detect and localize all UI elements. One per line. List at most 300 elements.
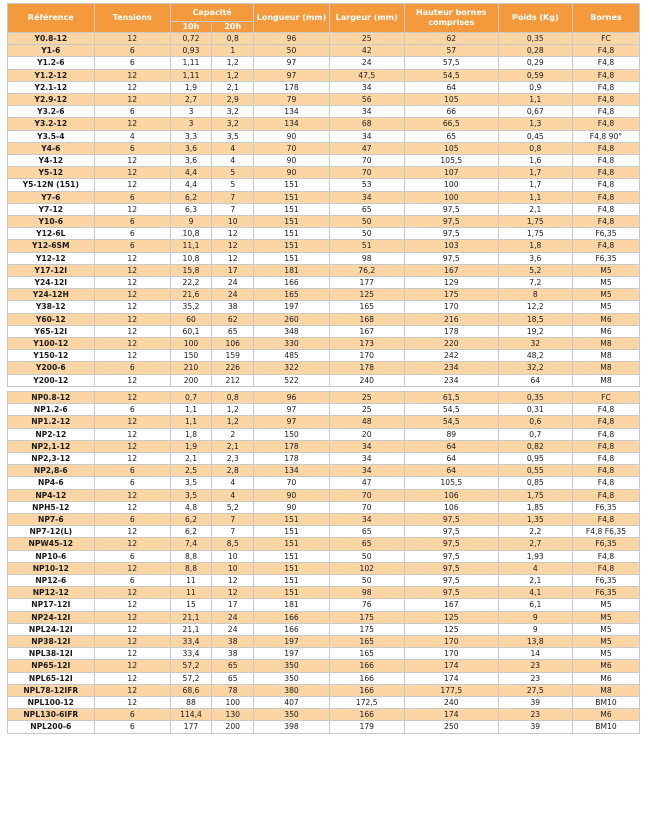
cell-capacite-10h: 57,2 bbox=[170, 660, 211, 672]
table-row bbox=[8, 465, 640, 477]
cell-bornes: F4,8 bbox=[572, 562, 639, 574]
cell-capacite-20h: 1,2 bbox=[212, 416, 254, 428]
cell-capacite-20h: 38 bbox=[212, 301, 254, 313]
cell-reference: NPL38-12I bbox=[8, 648, 95, 660]
cell-hauteur: 97,5 bbox=[404, 587, 498, 599]
cell-longueur: 151 bbox=[254, 179, 329, 191]
cell-longueur: 150 bbox=[254, 428, 329, 440]
cell-reference: Y100-12 bbox=[8, 338, 95, 350]
cell-hauteur: 66,5 bbox=[404, 118, 498, 130]
cell-reference: NP10-6 bbox=[8, 550, 95, 562]
cell-tensions: 12 bbox=[94, 599, 170, 611]
cell-reference: NP0.8-12 bbox=[8, 391, 95, 403]
cell-longueur: 178 bbox=[254, 81, 329, 93]
cell-largeur: 47 bbox=[329, 142, 404, 154]
cell-poids: 14 bbox=[498, 648, 572, 660]
cell-largeur: 173 bbox=[329, 338, 404, 350]
cell-bornes: F6,35 bbox=[572, 587, 639, 599]
cell-capacite-10h: 8,8 bbox=[170, 550, 211, 562]
table-row bbox=[8, 501, 640, 513]
cell-longueur: 90 bbox=[254, 155, 329, 167]
cell-poids: 4 bbox=[498, 562, 572, 574]
cell-capacite-20h: 1,2 bbox=[212, 404, 254, 416]
cell-capacite-20h: 1 bbox=[212, 45, 254, 57]
cell-tensions: 12 bbox=[94, 562, 170, 574]
cell-capacite-20h: 4 bbox=[212, 155, 254, 167]
cell-tensions: 4 bbox=[94, 130, 170, 142]
cell-largeur: 65 bbox=[329, 538, 404, 550]
table-row bbox=[8, 240, 640, 252]
cell-poids: 0,8 bbox=[498, 142, 572, 154]
cell-capacite-10h: 33,4 bbox=[170, 648, 211, 660]
cell-tensions: 12 bbox=[94, 526, 170, 538]
table-row bbox=[8, 562, 640, 574]
cell-poids: 0,6 bbox=[498, 416, 572, 428]
cell-bornes: BM10 bbox=[572, 696, 639, 708]
cell-hauteur: 97,5 bbox=[404, 252, 498, 264]
cell-tensions: 12 bbox=[94, 338, 170, 350]
cell-bornes: M5 bbox=[572, 635, 639, 647]
table-row bbox=[8, 391, 640, 403]
cell-capacite-20h: 2,1 bbox=[212, 81, 254, 93]
cell-capacite-10h: 88 bbox=[170, 696, 211, 708]
cell-tensions: 6 bbox=[94, 550, 170, 562]
cell-longueur: 97 bbox=[254, 69, 329, 81]
cell-largeur: 25 bbox=[329, 33, 404, 45]
cell-poids: 0,29 bbox=[498, 57, 572, 69]
cell-poids: 1,8 bbox=[498, 240, 572, 252]
cell-capacite-20h: 5,2 bbox=[212, 501, 254, 513]
cell-hauteur: 175 bbox=[404, 289, 498, 301]
table-row bbox=[8, 57, 640, 69]
cell-capacite-20h: 65 bbox=[212, 672, 254, 684]
cell-hauteur: 97,5 bbox=[404, 538, 498, 550]
cell-poids: 0,59 bbox=[498, 69, 572, 81]
cell-longueur: 79 bbox=[254, 94, 329, 106]
cell-largeur: 51 bbox=[329, 240, 404, 252]
cell-capacite-20h: 3,5 bbox=[212, 130, 254, 142]
cell-hauteur: 170 bbox=[404, 648, 498, 660]
table-row bbox=[8, 118, 640, 130]
cell-bornes: M6 bbox=[572, 660, 639, 672]
cell-poids: 27,5 bbox=[498, 684, 572, 696]
cell-capacite-10h: 210 bbox=[170, 362, 211, 374]
table-row bbox=[8, 672, 640, 684]
cell-tensions: 6 bbox=[94, 57, 170, 69]
cell-tensions: 12 bbox=[94, 289, 170, 301]
cell-poids: 2,7 bbox=[498, 538, 572, 550]
table-row bbox=[8, 289, 640, 301]
table-row bbox=[8, 94, 640, 106]
cell-longueur: 90 bbox=[254, 489, 329, 501]
cell-poids: 9 bbox=[498, 611, 572, 623]
cell-poids: 0,95 bbox=[498, 452, 572, 464]
cell-longueur: 348 bbox=[254, 325, 329, 337]
cell-poids: 18,5 bbox=[498, 313, 572, 325]
cell-tensions: 12 bbox=[94, 452, 170, 464]
cell-capacite-10h: 35,2 bbox=[170, 301, 211, 313]
cell-longueur: 97 bbox=[254, 57, 329, 69]
cell-longueur: 134 bbox=[254, 106, 329, 118]
table-row bbox=[8, 489, 640, 501]
table-row bbox=[8, 452, 640, 464]
cell-capacite-20h: 12 bbox=[212, 240, 254, 252]
cell-longueur: 151 bbox=[254, 562, 329, 574]
cell-capacite-20h: 159 bbox=[212, 350, 254, 362]
cell-capacite-10h: 0,93 bbox=[170, 45, 211, 57]
table-row bbox=[8, 277, 640, 289]
cell-capacite-20h: 24 bbox=[212, 611, 254, 623]
table-row bbox=[8, 325, 640, 337]
cell-hauteur: 178 bbox=[404, 325, 498, 337]
cell-reference: Y65-12I bbox=[8, 325, 95, 337]
cell-bornes: F4,8 bbox=[572, 191, 639, 203]
cell-poids: 1,7 bbox=[498, 167, 572, 179]
table-row bbox=[8, 69, 640, 81]
cell-capacite-10h: 60 bbox=[170, 313, 211, 325]
cell-reference: Y3.5-4 bbox=[8, 130, 95, 142]
cell-capacite-10h: 0,7 bbox=[170, 391, 211, 403]
cell-largeur: 50 bbox=[329, 550, 404, 562]
cell-bornes: F6,35 bbox=[572, 574, 639, 586]
cell-largeur: 50 bbox=[329, 574, 404, 586]
cell-poids: 1,1 bbox=[498, 94, 572, 106]
cell-tensions: 12 bbox=[94, 313, 170, 325]
cell-tensions: 12 bbox=[94, 428, 170, 440]
cell-longueur: 407 bbox=[254, 696, 329, 708]
cell-poids: 39 bbox=[498, 696, 572, 708]
cell-capacite-10h: 1,1 bbox=[170, 404, 211, 416]
cell-capacite-10h: 8,8 bbox=[170, 562, 211, 574]
cell-tensions: 12 bbox=[94, 69, 170, 81]
cell-longueur: 350 bbox=[254, 709, 329, 721]
cell-hauteur: 64 bbox=[404, 465, 498, 477]
cell-longueur: 151 bbox=[254, 538, 329, 550]
cell-longueur: 522 bbox=[254, 374, 329, 386]
battery-spec-table bbox=[7, 3, 640, 734]
cell-largeur: 34 bbox=[329, 191, 404, 203]
cell-reference: NPL78-12IFR bbox=[8, 684, 95, 696]
header-hauteur: Hauteur bornes comprises bbox=[404, 4, 498, 33]
cell-capacite-20h: 4 bbox=[212, 477, 254, 489]
cell-hauteur: 57 bbox=[404, 45, 498, 57]
cell-bornes: F4,8 bbox=[572, 69, 639, 81]
cell-largeur: 170 bbox=[329, 350, 404, 362]
cell-bornes: M6 bbox=[572, 672, 639, 684]
cell-bornes: M8 bbox=[572, 362, 639, 374]
cell-tensions: 6 bbox=[94, 477, 170, 489]
cell-poids: 9 bbox=[498, 623, 572, 635]
cell-hauteur: 106 bbox=[404, 501, 498, 513]
cell-poids: 0,9 bbox=[498, 81, 572, 93]
cell-poids: 39 bbox=[498, 721, 572, 733]
cell-largeur: 34 bbox=[329, 130, 404, 142]
cell-capacite-20h: 100 bbox=[212, 696, 254, 708]
table-row bbox=[8, 635, 640, 647]
cell-capacite-10h: 2,1 bbox=[170, 452, 211, 464]
cell-largeur: 166 bbox=[329, 672, 404, 684]
cell-capacite-20h: 7 bbox=[212, 526, 254, 538]
table-row bbox=[8, 155, 640, 167]
cell-largeur: 166 bbox=[329, 660, 404, 672]
cell-hauteur: 97,5 bbox=[404, 526, 498, 538]
cell-capacite-10h: 3,5 bbox=[170, 489, 211, 501]
cell-poids: 1,75 bbox=[498, 489, 572, 501]
cell-capacite-10h: 57,2 bbox=[170, 672, 211, 684]
cell-largeur: 175 bbox=[329, 611, 404, 623]
cell-longueur: 134 bbox=[254, 118, 329, 130]
cell-largeur: 98 bbox=[329, 252, 404, 264]
cell-bornes: F4,8 bbox=[572, 216, 639, 228]
cell-hauteur: 54,5 bbox=[404, 69, 498, 81]
cell-longueur: 151 bbox=[254, 587, 329, 599]
cell-reference: NP2,3-12 bbox=[8, 452, 95, 464]
cell-reference: Y200-12 bbox=[8, 374, 95, 386]
cell-bornes: F4,8 bbox=[572, 203, 639, 215]
cell-poids: 1,3 bbox=[498, 118, 572, 130]
cell-capacite-20h: 1,2 bbox=[212, 69, 254, 81]
cell-poids: 13,8 bbox=[498, 635, 572, 647]
cell-hauteur: 103 bbox=[404, 240, 498, 252]
cell-capacite-20h: 17 bbox=[212, 264, 254, 276]
cell-capacite-10h: 1,1 bbox=[170, 416, 211, 428]
cell-tensions: 12 bbox=[94, 155, 170, 167]
table-row bbox=[8, 440, 640, 452]
header-poids: Poids (Kg) bbox=[498, 4, 572, 33]
table-row bbox=[8, 374, 640, 386]
cell-tensions: 12 bbox=[94, 81, 170, 93]
cell-capacite-20h: 24 bbox=[212, 277, 254, 289]
cell-poids: 0,82 bbox=[498, 440, 572, 452]
cell-longueur: 151 bbox=[254, 240, 329, 252]
cell-tensions: 12 bbox=[94, 489, 170, 501]
cell-reference: NP17-12I bbox=[8, 599, 95, 611]
cell-bornes: M5 bbox=[572, 277, 639, 289]
cell-largeur: 165 bbox=[329, 648, 404, 660]
cell-poids: 0,45 bbox=[498, 130, 572, 142]
cell-reference: Y1.2-12 bbox=[8, 69, 95, 81]
table-row bbox=[8, 684, 640, 696]
cell-poids: 5,2 bbox=[498, 264, 572, 276]
cell-hauteur: 174 bbox=[404, 660, 498, 672]
cell-bornes: M8 bbox=[572, 338, 639, 350]
table-row bbox=[8, 191, 640, 203]
cell-longueur: 96 bbox=[254, 391, 329, 403]
cell-largeur: 178 bbox=[329, 362, 404, 374]
cell-largeur: 25 bbox=[329, 391, 404, 403]
cell-hauteur: 57,5 bbox=[404, 57, 498, 69]
cell-bornes: F4,8 bbox=[572, 477, 639, 489]
table-row bbox=[8, 350, 640, 362]
cell-largeur: 166 bbox=[329, 684, 404, 696]
cell-tensions: 12 bbox=[94, 440, 170, 452]
cell-hauteur: 54,5 bbox=[404, 416, 498, 428]
cell-capacite-20h: 12 bbox=[212, 574, 254, 586]
cell-hauteur: 107 bbox=[404, 167, 498, 179]
cell-reference: Y150-12 bbox=[8, 350, 95, 362]
cell-hauteur: 234 bbox=[404, 362, 498, 374]
cell-bornes: F4,8 bbox=[572, 465, 639, 477]
cell-hauteur: 61,5 bbox=[404, 391, 498, 403]
cell-capacite-20h: 2,8 bbox=[212, 465, 254, 477]
cell-capacite-10h: 200 bbox=[170, 374, 211, 386]
cell-bornes: FC bbox=[572, 391, 639, 403]
header-reference: Référence bbox=[8, 4, 95, 33]
cell-tensions: 12 bbox=[94, 587, 170, 599]
cell-largeur: 50 bbox=[329, 216, 404, 228]
cell-largeur: 102 bbox=[329, 562, 404, 574]
cell-largeur: 165 bbox=[329, 301, 404, 313]
cell-reference: Y5-12N (151) bbox=[8, 179, 95, 191]
cell-reference: Y38-12 bbox=[8, 301, 95, 313]
cell-reference: NPL24-12I bbox=[8, 623, 95, 635]
cell-capacite-10h: 0,72 bbox=[170, 33, 211, 45]
cell-poids: 1,1 bbox=[498, 191, 572, 203]
table-row bbox=[8, 252, 640, 264]
cell-reference: Y0.8-12 bbox=[8, 33, 95, 45]
table-row bbox=[8, 513, 640, 525]
cell-longueur: 90 bbox=[254, 130, 329, 142]
cell-hauteur: 64 bbox=[404, 81, 498, 93]
cell-reference: Y200-6 bbox=[8, 362, 95, 374]
cell-longueur: 322 bbox=[254, 362, 329, 374]
cell-capacite-20h: 7 bbox=[212, 203, 254, 215]
cell-capacite-10h: 6,3 bbox=[170, 203, 211, 215]
header-tensions: Tensions bbox=[94, 4, 170, 33]
cell-capacite-10h: 6,2 bbox=[170, 513, 211, 525]
cell-reference: Y1.2-6 bbox=[8, 57, 95, 69]
cell-capacite-10h: 21,1 bbox=[170, 623, 211, 635]
cell-poids: 32 bbox=[498, 338, 572, 350]
cell-tensions: 12 bbox=[94, 660, 170, 672]
cell-hauteur: 97,5 bbox=[404, 562, 498, 574]
cell-capacite-10h: 4,8 bbox=[170, 501, 211, 513]
cell-hauteur: 105,5 bbox=[404, 155, 498, 167]
cell-largeur: 168 bbox=[329, 313, 404, 325]
cell-capacite-20h: 2,9 bbox=[212, 94, 254, 106]
table-row bbox=[8, 264, 640, 276]
cell-largeur: 53 bbox=[329, 179, 404, 191]
cell-hauteur: 97,5 bbox=[404, 574, 498, 586]
cell-longueur: 70 bbox=[254, 477, 329, 489]
cell-largeur: 47,5 bbox=[329, 69, 404, 81]
cell-hauteur: 177,5 bbox=[404, 684, 498, 696]
cell-longueur: 50 bbox=[254, 45, 329, 57]
cell-reference: NP10-12 bbox=[8, 562, 95, 574]
cell-reference: NP24-12I bbox=[8, 611, 95, 623]
cell-largeur: 48 bbox=[329, 416, 404, 428]
table-row bbox=[8, 660, 640, 672]
cell-bornes: F4,8 bbox=[572, 94, 639, 106]
cell-bornes: M5 bbox=[572, 623, 639, 635]
cell-hauteur: 234 bbox=[404, 374, 498, 386]
table-row bbox=[8, 216, 640, 228]
cell-bornes: F6,35 bbox=[572, 252, 639, 264]
cell-hauteur: 100 bbox=[404, 179, 498, 191]
cell-largeur: 70 bbox=[329, 167, 404, 179]
cell-bornes: F6,35 bbox=[572, 538, 639, 550]
table-row bbox=[8, 526, 640, 538]
table-row bbox=[8, 416, 640, 428]
cell-tensions: 6 bbox=[94, 721, 170, 733]
cell-capacite-10h: 100 bbox=[170, 338, 211, 350]
cell-capacite-10h: 15,8 bbox=[170, 264, 211, 276]
table-row bbox=[8, 623, 640, 635]
cell-reference: Y5-12 bbox=[8, 167, 95, 179]
cell-capacite-20h: 12 bbox=[212, 587, 254, 599]
cell-tensions: 6 bbox=[94, 465, 170, 477]
cell-bornes: F4,8 bbox=[572, 106, 639, 118]
table-row bbox=[8, 179, 640, 191]
cell-largeur: 172,5 bbox=[329, 696, 404, 708]
cell-hauteur: 89 bbox=[404, 428, 498, 440]
cell-poids: 3,6 bbox=[498, 252, 572, 264]
cell-capacite-10h: 150 bbox=[170, 350, 211, 362]
cell-capacite-20h: 65 bbox=[212, 660, 254, 672]
cell-reference: NP38-12I bbox=[8, 635, 95, 647]
header-capacite: Capacité bbox=[170, 4, 254, 22]
cell-tensions: 12 bbox=[94, 277, 170, 289]
cell-poids: 19,2 bbox=[498, 325, 572, 337]
cell-largeur: 125 bbox=[329, 289, 404, 301]
cell-bornes: F4,8 bbox=[572, 142, 639, 154]
cell-bornes: F4,8 bbox=[572, 179, 639, 191]
table-row bbox=[8, 587, 640, 599]
cell-reference: Y3.2-12 bbox=[8, 118, 95, 130]
cell-tensions: 12 bbox=[94, 672, 170, 684]
cell-tensions: 6 bbox=[94, 513, 170, 525]
table-row bbox=[8, 599, 640, 611]
cell-hauteur: 100 bbox=[404, 191, 498, 203]
cell-hauteur: 97,5 bbox=[404, 550, 498, 562]
table-row bbox=[8, 611, 640, 623]
cell-bornes: F4,8 bbox=[572, 440, 639, 452]
cell-bornes: F4,8 bbox=[572, 81, 639, 93]
cell-hauteur: 66 bbox=[404, 106, 498, 118]
cell-poids: 2,1 bbox=[498, 574, 572, 586]
table-row bbox=[8, 203, 640, 215]
cell-largeur: 165 bbox=[329, 635, 404, 647]
table-row bbox=[8, 167, 640, 179]
cell-longueur: 485 bbox=[254, 350, 329, 362]
cell-capacite-20h: 7 bbox=[212, 513, 254, 525]
cell-tensions: 6 bbox=[94, 142, 170, 154]
cell-hauteur: 174 bbox=[404, 709, 498, 721]
cell-reference: Y7-6 bbox=[8, 191, 95, 203]
cell-poids: 1,6 bbox=[498, 155, 572, 167]
cell-largeur: 56 bbox=[329, 94, 404, 106]
cell-tensions: 12 bbox=[94, 538, 170, 550]
table-row bbox=[8, 106, 640, 118]
cell-bornes: M5 bbox=[572, 289, 639, 301]
cell-tensions: 12 bbox=[94, 416, 170, 428]
cell-poids: 2,2 bbox=[498, 526, 572, 538]
cell-bornes: M5 bbox=[572, 611, 639, 623]
cell-hauteur: 174 bbox=[404, 672, 498, 684]
cell-capacite-10h: 3,6 bbox=[170, 155, 211, 167]
cell-tensions: 6 bbox=[94, 240, 170, 252]
cell-largeur: 42 bbox=[329, 45, 404, 57]
cell-capacite-20h: 78 bbox=[212, 684, 254, 696]
table-header bbox=[8, 4, 640, 33]
cell-capacite-20h: 5 bbox=[212, 179, 254, 191]
cell-reference: Y3.2-6 bbox=[8, 106, 95, 118]
cell-capacite-10h: 60,1 bbox=[170, 325, 211, 337]
cell-capacite-20h: 2,3 bbox=[212, 452, 254, 464]
cell-longueur: 97 bbox=[254, 416, 329, 428]
cell-longueur: 151 bbox=[254, 574, 329, 586]
cell-largeur: 240 bbox=[329, 374, 404, 386]
